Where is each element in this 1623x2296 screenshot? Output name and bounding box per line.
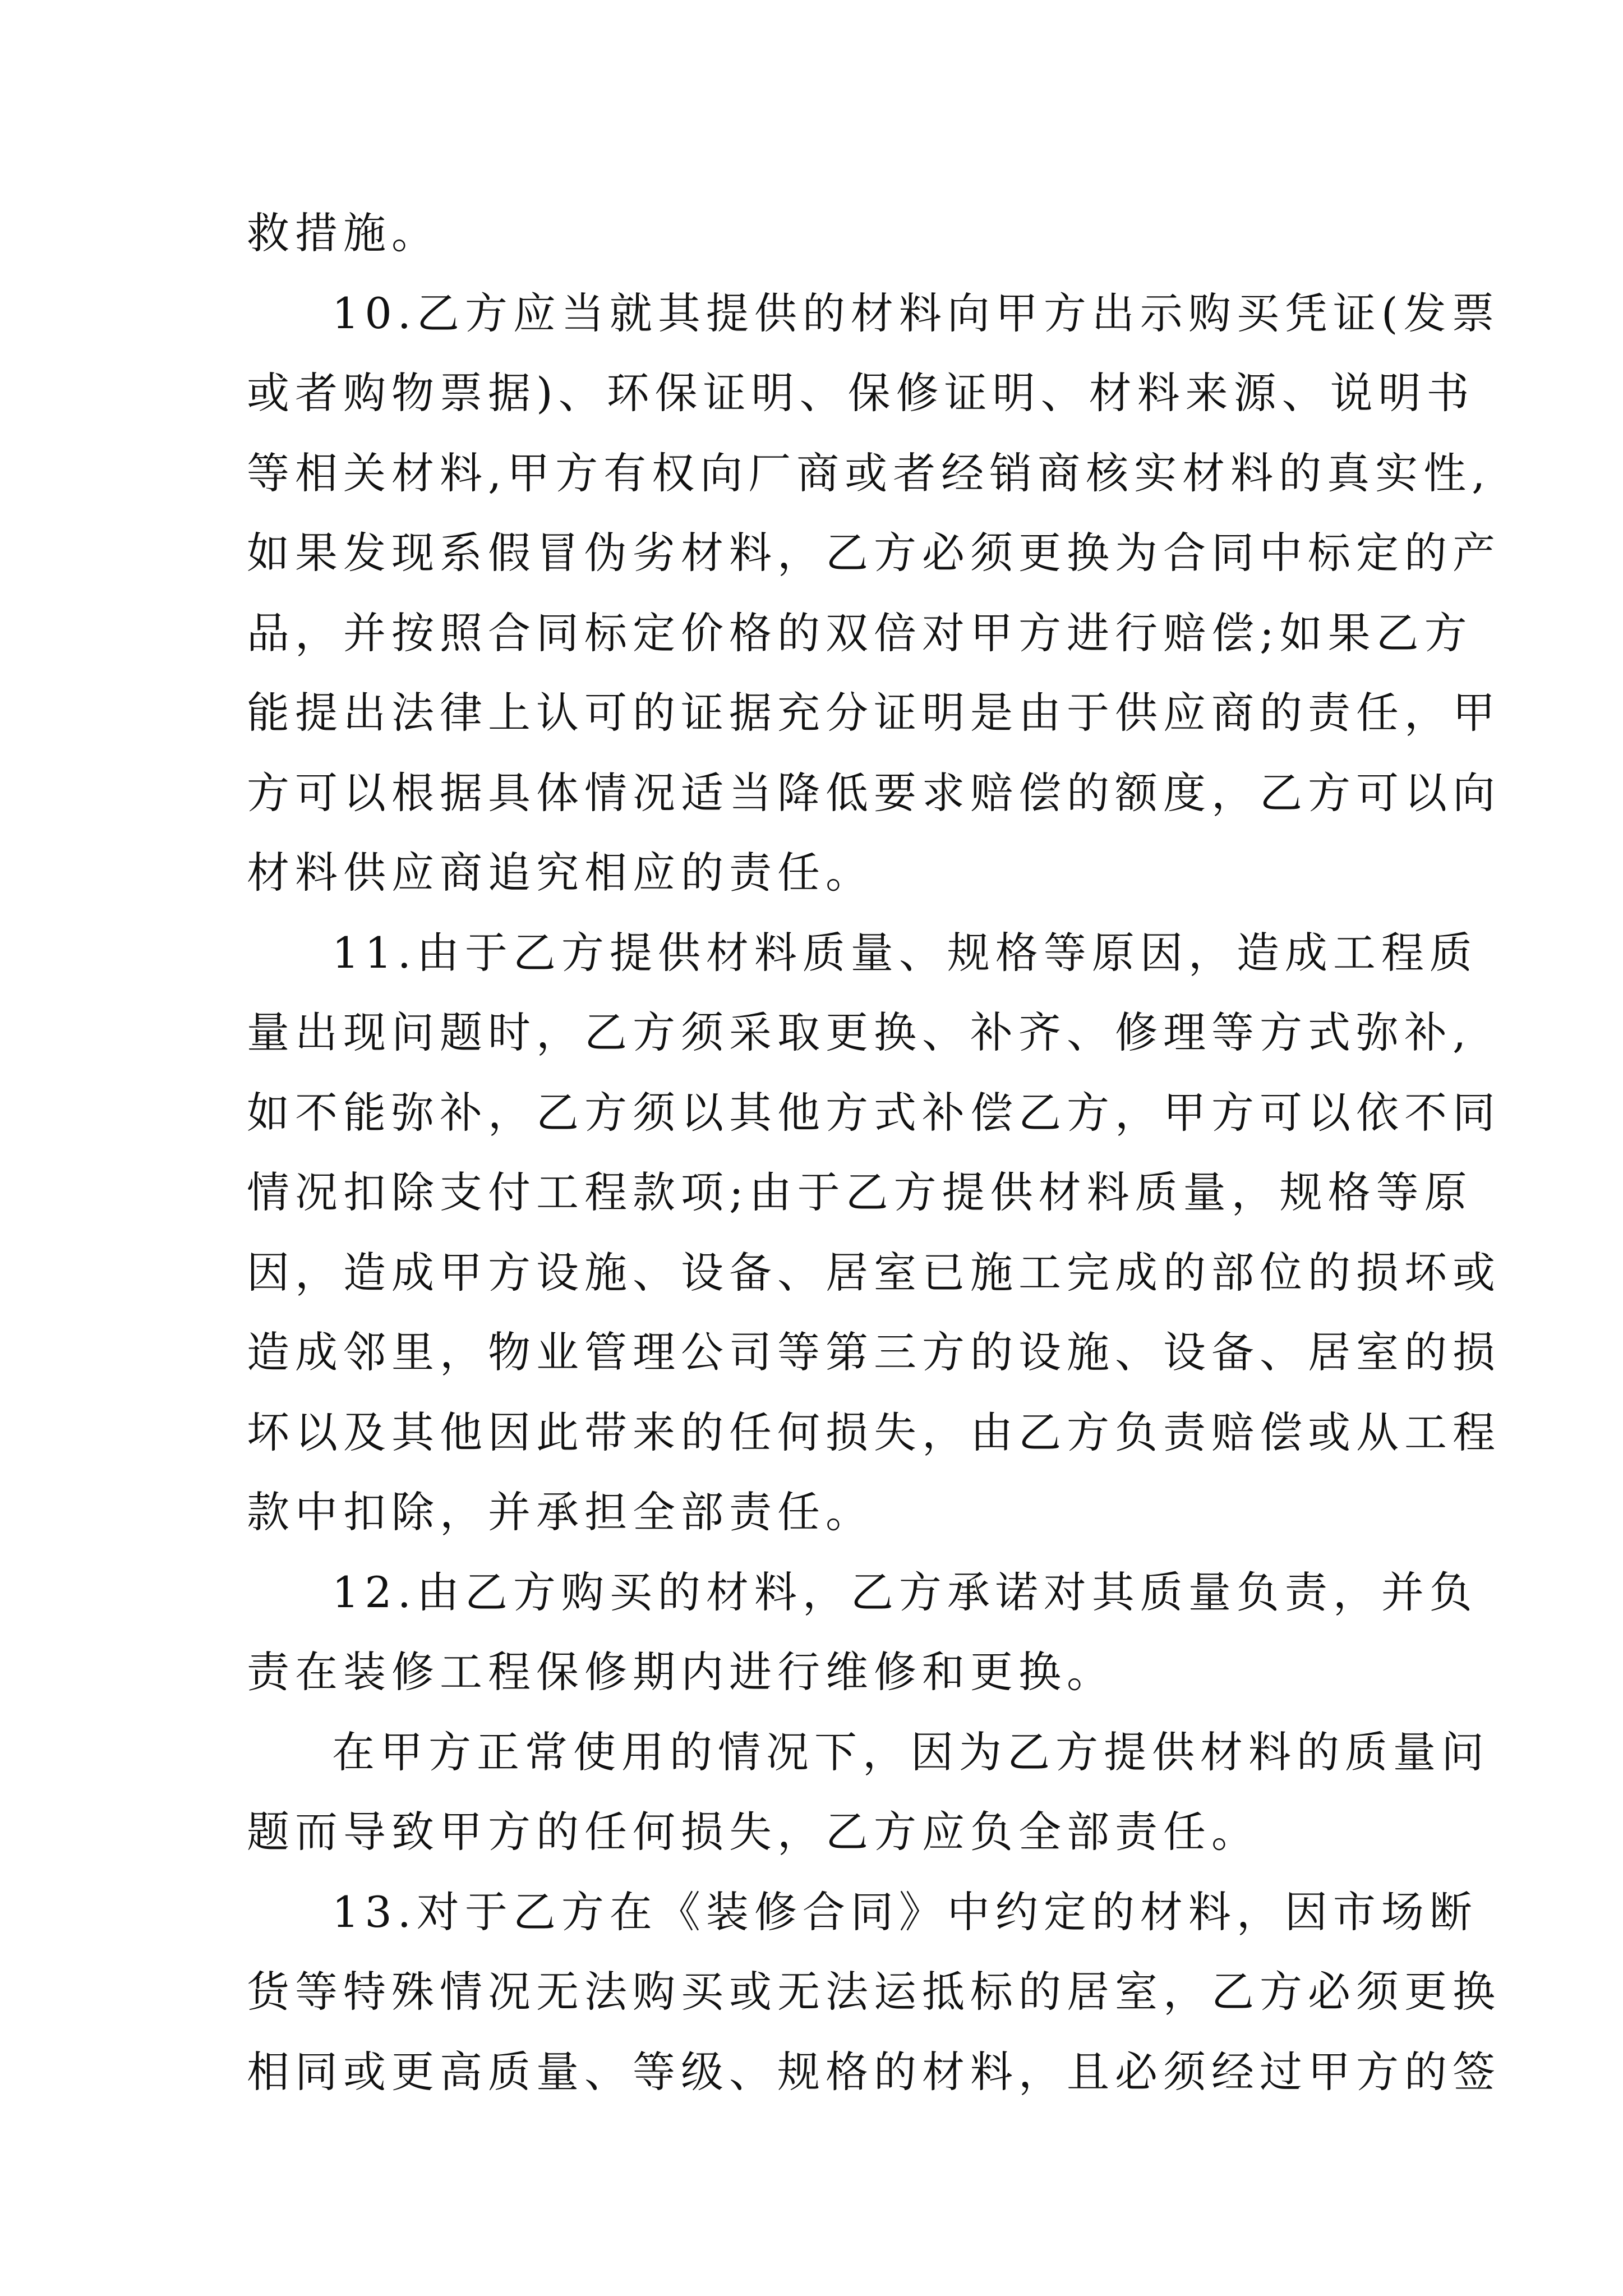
text-line: 题而导致甲方的任何损失，乙方应负全部责任。 — [247, 1807, 1260, 1857]
text-line: 货等特殊情况无法购买或无法运抵标的居室，乙方必须更换 — [247, 1967, 1501, 2017]
text-line: 在甲方正常使用的情况下，因为乙方提供材料的质量问 — [332, 1727, 1490, 1777]
text-line: 或者购物票据)、环保证明、保修证明、材料来源、说明书 — [247, 368, 1475, 418]
text-line: 坏以及其他因此带来的任何损失，由乙方负责赔偿或从工程 — [247, 1407, 1501, 1457]
text-line: 13.对于乙方在《装修合同》中约定的材料，因市场断 — [332, 1887, 1478, 1937]
text-line: 方可以根据具体情况适当降低要求赔偿的额度，乙方可以向 — [247, 767, 1501, 818]
text-line: 责在装修工程保修期内进行维修和更换。 — [247, 1647, 1115, 1697]
text-line: 救措施。 — [247, 208, 440, 258]
contract-text — [247, 194, 1501, 2112]
text-line: 情况扣除支付工程款项;由于乙方提供材料质量，规格等原 — [247, 1167, 1473, 1217]
text-line: 相同或更高质量、等级、规格的材料，且必须经过甲方的签 — [247, 2046, 1501, 2097]
text-line: 如不能弥补，乙方须以其他方式补偿乙方，甲方可以依不同 — [247, 1087, 1501, 1138]
text-line: 款中扣除，并承担全部责任。 — [247, 1487, 874, 1537]
text-line: 因，造成甲方设施、设备、居室已施工完成的部位的损坏或 — [247, 1247, 1501, 1297]
text-line: 能提出法律上认可的证据充分证明是由于供应商的责任，甲 — [247, 688, 1501, 738]
text-line: 11.由于乙方提供材料质量、规格等原因，造成工程质 — [332, 927, 1478, 978]
text-line: 材料供应商追究相应的责任。 — [247, 848, 874, 898]
text-line: 造成邻里，物业管理公司等第三方的设施、设备、居室的损 — [247, 1327, 1501, 1377]
text-line: 10.乙方应当就其提供的材料向甲方出示购买凭证(发票 — [332, 288, 1500, 338]
text-line: 等相关材料,甲方有权向厂商或者经销商核实材料的真实性, — [247, 448, 1491, 498]
text-line: 品，并按照合同标定价格的双倍对甲方进行赔偿;如果乙方 — [247, 608, 1473, 658]
text-line: 量出现问题时，乙方须采取更换、补齐、修理等方式弥补, — [247, 1007, 1472, 1057]
text-line: 12.由乙方购买的材料，乙方承诺对其质量负责，并负 — [332, 1567, 1478, 1617]
text-line: 如果发现系假冒伪劣材料，乙方必须更换为合同中标定的产 — [247, 528, 1501, 578]
